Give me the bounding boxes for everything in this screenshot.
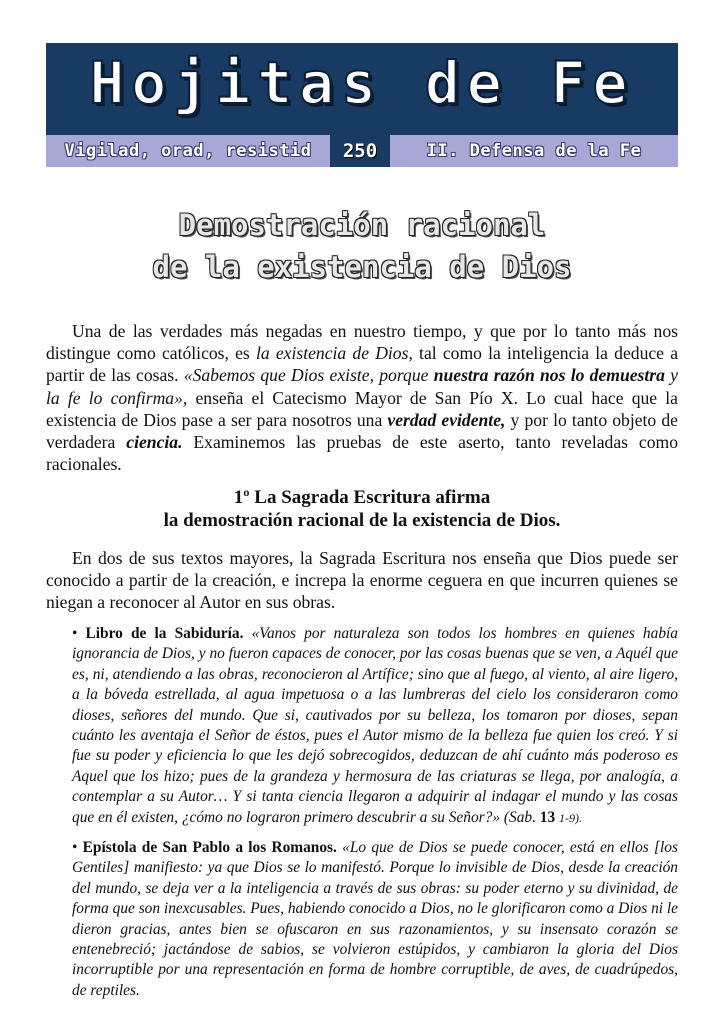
- bullet-icon: •: [72, 839, 78, 856]
- catechism-quote-end: y la fe lo confirma»,: [46, 365, 678, 408]
- quote-wisdom: [72, 624, 678, 828]
- intro-emphasis-existence: la existencia de Dios,: [255, 343, 413, 364]
- masthead-title-band: [46, 43, 678, 135]
- masthead: [46, 43, 678, 167]
- series-label: II. Defensa de la Fe: [390, 135, 678, 167]
- title-line-2: de la existencia de Dios: [152, 250, 572, 284]
- quote-text: «Lo que de Dios se puede conocer, está en ellos [los Gentiles] manifiesto: ya que Dios se lo manifestó. Porque lo invisible de Dios, desde la creación del mundo, se deja ver a la inteligencia a través de sus obras: su poder eterno y su divinidad, de forma que son inexcusables. Pues, habiendo conocido a Dios, no le glorificaron como a Dios ni le dieron gracias, antes bien se ofuscaron en sus razonamientos, y su insensato corazón se entenebreció; jactándose de sabios, se volvieron estúpidos, y cambiaron la gloria del Dios incorruptible por una representación en forma de hombre corruptible, de aves, de cuadrúpedos, de reptiles.: [72, 839, 678, 999]
- intro-text-4: y por lo tanto objeto de verdadera: [46, 409, 678, 453]
- section-1-body: [46, 547, 678, 614]
- issue-number: 250: [330, 135, 390, 167]
- intro-text-2: tal como la inteligencia la deduce a partir de las cosas.: [46, 343, 679, 386]
- intro-section: [46, 320, 678, 475]
- quote-label: Libro de la Sabiduría.: [85, 625, 244, 642]
- intro-emphasis-evident: verdad evidente,: [387, 409, 506, 430]
- intro-text-5: Examinemos las pruebas de este aserto, tanto reveladas como racionales.: [46, 432, 678, 475]
- quote-romans: [72, 838, 678, 1001]
- reference-verses: 1-9).: [559, 810, 583, 825]
- catechism-quote-bold: nuestra razón nos lo demuestra: [433, 365, 665, 386]
- intro-text-3: enseña el Catecismo Mayor de San Pío X. Lo cual hace que la existencia de Dios pase a ser para nosotros una: [46, 387, 678, 430]
- motto: Vigilad, orad, resistid: [46, 135, 330, 167]
- quote-wisdom-paragraph: [72, 624, 678, 828]
- section-1-paragraph: En dos de sus textos mayores, la Sagrada Escritura nos enseña que Dios puede ser conocido a partir de la creación, e increpa la enorme ceguera en que incurren quienes se niegan a reconocer al Autor en sus obras.: [46, 548, 678, 613]
- intro-text-1: Una de las verdades más negadas en nuestro tiempo, y que por lo tanto más nos distingue como católicos, es: [46, 321, 678, 364]
- reference-chapter: 13: [539, 808, 556, 826]
- section-heading: [46, 486, 678, 532]
- section-heading-line-2: la demostración racional de la existencia de Dios.: [163, 510, 561, 531]
- catechism-quote-start: «Sabemos que Dios existe, porque: [183, 365, 434, 386]
- intro-paragraph: [46, 320, 678, 475]
- quote-label: Epístola de San Pablo a los Romanos.: [82, 839, 337, 856]
- document-title: [46, 204, 678, 288]
- section-heading-line-1: 1º La Sagrada Escritura afirma: [233, 487, 491, 508]
- quote-romans-paragraph: [72, 838, 678, 1001]
- intro-emphasis-science: ciencia.: [126, 432, 183, 453]
- title-line-1: Demostración racional: [178, 208, 546, 242]
- publication-title: Hojitas de Fe: [89, 49, 635, 117]
- bullet-icon: •: [72, 625, 78, 642]
- quote-text: «Vanos por naturaleza son todos los hombres en quienes había ignorancia de Dios, y no fueron capaces de conocer, por las cosas buenas que se ven, a Aquél que es, ni, atendiendo a las obras, reconocieron al Artífice; sino que al fuego, al viento, al aire ligero, a la bóveda estrellada, al agua impetuosa o a las lumbreras del cielo los consideraron como dioses, señores del mundo. Que si, cautivados por su belleza, los tomaron por dioses, sepan cuánto les aventaja el Señor de éstos, pues el Autor mismo de la belleza fue quien los creó. Y si fue su poder y eficiencia lo que les dejó sobrecogidos, deduzcan de ahí cuánto más poderoso es Aquel que los hizo; pues de la grandeza y hermosura de las criaturas se llega, por analogía, a contemplar a su Autor… Y si tanta ciencia llegaron a adquirir al indagar el mundo y las cosas que en él existen, ¿cómo no lograron primero descubrir a su Señor?» (Sab.: [72, 625, 678, 826]
- masthead-bar: [46, 135, 678, 167]
